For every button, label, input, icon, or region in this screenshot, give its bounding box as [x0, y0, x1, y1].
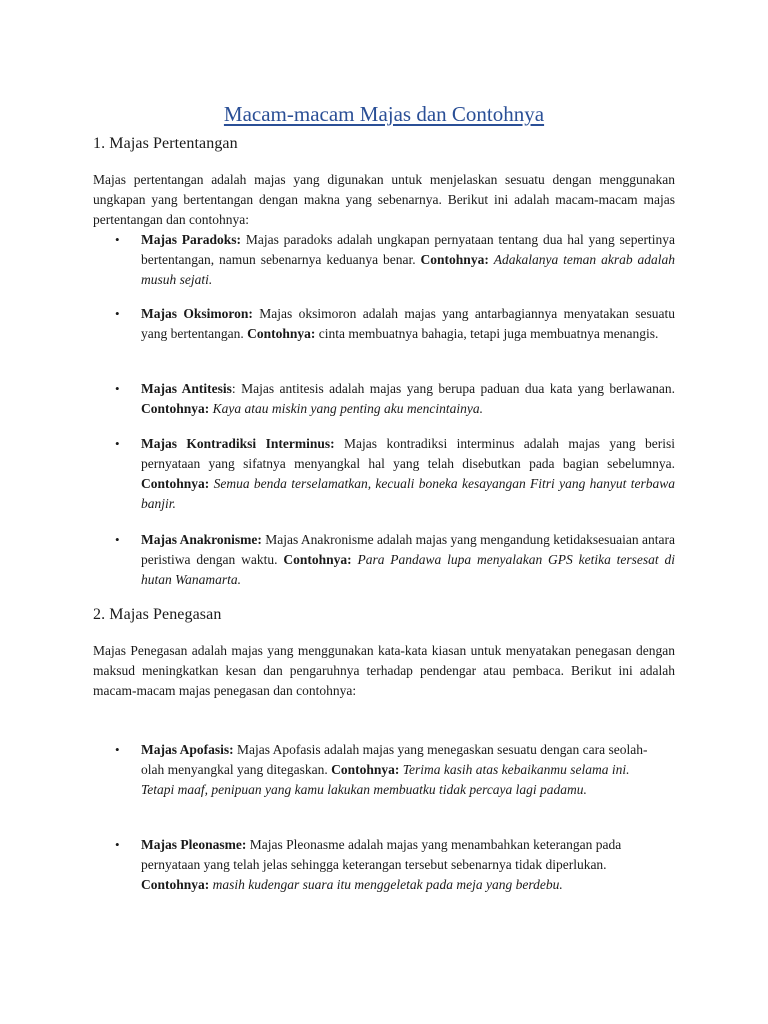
list-item: [93, 379, 675, 419]
item-example: cinta membuatnya bahagia, tetapi juga membuatnya menangis.: [318, 326, 659, 341]
item-definition: Majas Apofasis adalah majas yang menegaskan sesuatu dengan cara seolah-olah menyangkal yang ditegaskan.: [141, 742, 648, 777]
list-item: [93, 434, 675, 514]
item-term: Majas Paradoks:: [141, 232, 242, 247]
bullet-icon: •: [115, 436, 120, 451]
section-intro: Majas pertentangan adalah majas yang digunakan untuk menjelaskan sesuatu dengan menggunakan ungkapan yang bertentangan dengan makna yang sebenarnya. Berikut ini adalah macam-macam majas pertentangan dan contohnya:: [93, 172, 675, 227]
item-example-label: Contohnya:: [420, 252, 489, 267]
item-definition: Majas kontradiksi interminus adalah majas yang berisi pernyataan yang sifatnya menyangkal hal yang telah disebutkan pada bagian sebelumnya.: [141, 436, 675, 471]
item-example-label: Contohnya:: [141, 476, 210, 491]
item-example: Para Pandawa lupa menyalakan GPS ketika tersesat di hutan Wanamarta.: [141, 552, 676, 587]
item-term: Majas Apofasis:: [141, 742, 234, 757]
list-item: [93, 304, 675, 344]
list-item: [93, 835, 675, 895]
item-term: Majas Antitesis: [141, 381, 232, 396]
bullet-icon: •: [115, 381, 120, 396]
bullet-icon: •: [115, 306, 120, 321]
item-term: Majas Kontradiksi Interminus:: [141, 436, 335, 451]
item-term: Majas Oksimoron:: [141, 306, 253, 321]
item-term: Majas Pleonasme:: [141, 837, 247, 852]
bullet-icon: •: [115, 532, 120, 547]
item-example: masih kudengar suara itu menggeletak pada meja yang berdebu.: [212, 877, 563, 892]
item-example: Terima kasih atas kebaikanmu selama ini. Tetapi maaf, penipuan yang kamu lakukan membuatku tidak percaya lagi padamu.: [141, 762, 630, 797]
item-definition: Majas Anakronisme adalah majas yang mengandung ketidaksesuaian antara peristiwa dengan waktu.: [141, 532, 676, 567]
section-heading: 2. Majas Penegasan: [93, 606, 222, 623]
bullet-icon: •: [115, 837, 120, 852]
item-example-label: Contohnya:: [247, 326, 316, 341]
item-example-label: Contohnya:: [141, 877, 210, 892]
list-item: [93, 230, 675, 290]
item-example-label: Contohnya:: [283, 552, 352, 567]
item-definition: Majas Pleonasme adalah majas yang menambahkan keterangan pada pernyataan yang telah jelas sehingga keterangan tersebut sebenarnya tidak diperlukan.: [141, 837, 622, 872]
item-example-label: Contohnya:: [141, 401, 210, 416]
item-example: Semua benda terselamatkan, kecuali boneka kesayangan Fitri yang hanyut terbawa banjir.: [141, 476, 675, 511]
bullet-icon: •: [115, 742, 120, 757]
item-example: Kaya atau miskin yang penting aku mencintainya.: [212, 401, 483, 416]
item-definition: Majas oksimoron adalah majas yang antarbagiannya menyatakan sesuatu yang bertentangan.: [141, 306, 675, 341]
section-intro: Majas Penegasan adalah majas yang menggunakan kata-kata kiasan untuk menyatakan penegasan dengan maksud meningkatkan kesan dan pengaruhnya terhadap pendengar atau pembaca. Berikut ini adalah macam-macam majas penegasan dan contohnya:: [93, 643, 675, 698]
list-item: [93, 740, 675, 800]
item-definition: : Majas antitesis adalah majas yang berupa paduan dua kata yang berlawanan.: [231, 381, 675, 396]
list-item: [93, 530, 675, 590]
item-term: Majas Anakronisme:: [141, 532, 262, 547]
item-example-label: Contohnya:: [331, 762, 400, 777]
page-title: Macam-macam Majas dan Contohnya: [223, 102, 545, 127]
section-heading: 1. Majas Pertentangan: [93, 135, 238, 152]
item-definition: Majas paradoks adalah ungkapan pernyataan tentang dua hal yang sepertinya bertentangan, namun sebenarnya keduanya benar.: [141, 232, 676, 267]
bullet-icon: •: [115, 232, 120, 247]
item-example: Adakalanya teman akrab adalah musuh sejati.: [141, 252, 676, 287]
